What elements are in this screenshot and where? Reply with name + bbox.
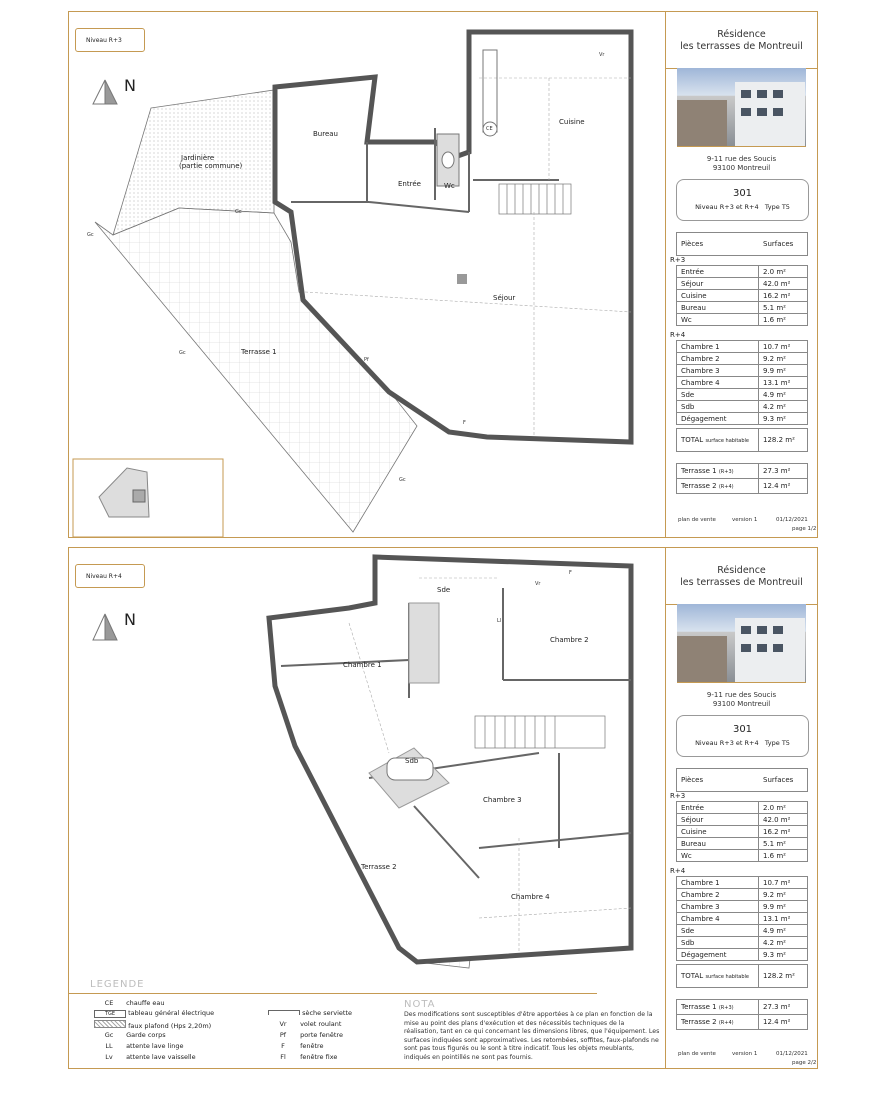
north-arrow-icon (93, 80, 117, 104)
residence-line2: les terrasses de Montreuil (680, 577, 803, 588)
col-room: Pièces (677, 233, 760, 256)
legend-item: fenêtre (300, 1042, 324, 1050)
legend-item: fenêtre fixe (300, 1053, 338, 1061)
table-row: Chambre 1 10.7 m² (677, 341, 808, 353)
table-row: Entrée 2.0 m² (677, 266, 808, 278)
group-r4: R+4 (670, 331, 686, 339)
tag-gc: Gc (87, 232, 94, 238)
plan-drawing-r4 (69, 548, 666, 978)
building-photo (677, 604, 806, 683)
table-row: Séjour 42.0 m² (677, 814, 808, 826)
address-street: 9-11 rue des Soucis (706, 155, 777, 163)
tag-vr: Vr (535, 581, 541, 587)
table-row: Wc 1.6 m² (677, 314, 808, 326)
unit-box (676, 179, 809, 221)
total-sub: surface habitable (705, 974, 749, 980)
table-row: Cuisine 16.2 m² (677, 290, 808, 302)
cartouche-r4 (666, 548, 817, 1068)
legend-item: porte fenêtre (300, 1031, 343, 1039)
total-value: 128.2 m² (759, 965, 808, 988)
footer-version: version 1 (732, 517, 758, 523)
group-r4: R+4 (670, 867, 686, 875)
legend: LEGENDE CE chauffe eau TGE tableau général électrique faux plafond (Hps 2,20m) Gc Garde corps LL attente lave linge Lv attente lave vaisselle sèche serviette Vr volet roulant Pf porte fenêtre F fenêtre Fl fenêtre fixe NOTA Des modifications sont susceptibles d'être apportées à ce plan en fonction de la mise au point des plans d'exécution et des nécessités techniques de la réalisation, tant en ce qui concernant les dimensions libres, que l'équipement. Les surfaces indiquées sont approximatives. Les retombées, soffites, faux-plafonds ne sont pas tous figurés ou le sont à titre indicatif. Tous les objets meublants, indiqués en pointillés ne sont pas fournis. (68, 979, 597, 1069)
room-wc: Wc (444, 182, 455, 190)
group-r3: R+3 (670, 792, 686, 800)
total-label: TOTAL (681, 436, 704, 444)
unit-type: Type T5 (764, 739, 790, 747)
table-row: Terrasse 2 (R+4) 12.4 m² (677, 479, 808, 494)
table-row: Terrasse 2 (R+4) 12.4 m² (677, 1015, 808, 1030)
table-row: Sdb 4.2 m² (677, 937, 808, 949)
tag-vr: Vr (599, 52, 605, 58)
table-row: Bureau 5.1 m² (677, 838, 808, 850)
room-chambre-1: Chambre 1 (343, 661, 382, 669)
table-row: Terrasse 1 (R+3) 27.3 m² (677, 464, 808, 479)
cartouche-r3 (666, 12, 817, 537)
nota-text: Des modifications sont susceptibles d'être apportées à ce plan en fonction de la mise au point des plans d'exécution et des nécessités techniques de la réalisation, tant en ce qui concernant les dimensions libres, que l'équipement. Les surfaces indiquées sont approximatives. Les retombées, soffites, faux-plafonds ne sont pas tous figurés ou le sont à titre indicatif. Tous les objets meublants, indiqués en pointillés ne sont pas fournis. (404, 1011, 660, 1061)
table-row: Chambre 3 9.9 m² (677, 901, 808, 913)
residence-line1: Résidence (717, 565, 766, 576)
tag-f: F (463, 420, 466, 426)
surface-table-r4 (676, 340, 808, 425)
room-bureau: Bureau (313, 130, 338, 138)
table-row: Wc 1.6 m² (677, 850, 808, 862)
table-row: Chambre 4 13.1 m² (677, 377, 808, 389)
level-tag: Niveau R+3 (75, 28, 145, 52)
footer-label: plan de vente (678, 517, 716, 523)
surface-table-r4 (676, 876, 808, 961)
room-jardiniere: Jardinière (181, 154, 215, 162)
table-row: Cuisine 16.2 m² (677, 826, 808, 838)
total-value: 128.2 m² (759, 429, 808, 452)
footer-page: page 1/2 (792, 526, 817, 532)
total-label: TOTAL (681, 972, 704, 980)
level-tag: Niveau R+4 (75, 564, 145, 588)
total-table (676, 428, 808, 452)
footer-date: 01/12/2021 (776, 517, 808, 523)
table-row: Chambre 3 9.9 m² (677, 365, 808, 377)
tag-ll: Ll (497, 618, 502, 624)
unit-levels: Niveau R+3 et R+4 (695, 203, 759, 211)
footer-label: plan de vente (678, 1051, 716, 1057)
legend-item: attente lave linge (126, 1042, 184, 1050)
room-terrasse-2: Terrasse 2 (361, 863, 397, 871)
room-jardiniere-sub: (partie commune) (179, 162, 243, 170)
table-row: Chambre 1 10.7 m² (677, 877, 808, 889)
table-row: Chambre 4 13.1 m² (677, 913, 808, 925)
surface-table-r3 (676, 801, 808, 862)
unit-box (676, 715, 809, 757)
floor-plan-r3 (69, 12, 666, 537)
table-row: Sde 4.9 m² (677, 389, 808, 401)
legend-item: sèche serviette (302, 1009, 353, 1017)
residence-line1: Résidence (717, 29, 766, 40)
terrace-table (676, 463, 808, 494)
group-r3: R+3 (670, 256, 686, 264)
room-entree: Entrée (398, 180, 421, 188)
tag-gc: Gc (399, 477, 406, 483)
surface-header-table (676, 232, 808, 256)
unit-number: 301 (732, 188, 753, 199)
col-surface: Surfaces (759, 233, 808, 256)
north-arrow-icon (93, 614, 117, 640)
room-sejour: Séjour (493, 294, 516, 302)
north-label: N (124, 610, 136, 629)
room-chambre-2: Chambre 2 (550, 636, 589, 644)
table-row: Chambre 2 9.2 m² (677, 889, 808, 901)
table-row: Entrée 2.0 m² (677, 802, 808, 814)
unit-number: 301 (732, 724, 753, 735)
room-chambre-3: Chambre 3 (483, 796, 522, 804)
tag-ce: CE (486, 126, 493, 132)
legend-item: Garde corps (126, 1031, 166, 1039)
tag-f: F (569, 570, 572, 576)
tag-gc: Gc (235, 209, 242, 215)
nota-title: NOTA (404, 999, 436, 1010)
residence-line2: les terrasses de Montreuil (680, 41, 803, 52)
footer-date: 01/12/2021 (776, 1051, 808, 1057)
address (666, 155, 817, 173)
address-city: 93100 Montreuil (712, 700, 771, 708)
address-street: 9-11 rue des Soucis (706, 691, 777, 699)
unit-levels: Niveau R+3 et R+4 (695, 739, 759, 747)
unit-type: Type T5 (764, 203, 790, 211)
address-city: 93100 Montreuil (712, 164, 771, 172)
tag-gc: Gc (179, 350, 186, 356)
room-sde: Sde (437, 586, 451, 594)
table-row: Sde 4.9 m² (677, 925, 808, 937)
table-row: Terrasse 1 (R+3) 27.3 m² (677, 1000, 808, 1015)
address (666, 691, 817, 709)
surface-table-r3 (676, 265, 808, 326)
surface-header-table (676, 768, 808, 792)
col-surface: Surfaces (759, 769, 808, 792)
legend-item: tableau général électrique (128, 1009, 215, 1017)
tag-pf: Pf (364, 357, 369, 363)
building-photo (677, 68, 806, 147)
room-chambre-4: Chambre 4 (511, 893, 550, 901)
table-row: Dégagement 9.3 m² (677, 949, 808, 961)
legend-item: chauffe eau (126, 999, 165, 1007)
room-sdb: Sdb (405, 757, 419, 765)
table-row: Dégagement 9.3 m² (677, 413, 808, 425)
table-row: Séjour 42.0 m² (677, 278, 808, 290)
total-table (676, 964, 808, 988)
legend-item: faux plafond (Hps 2,20m) (128, 1022, 212, 1030)
terrace-table (676, 999, 808, 1030)
table-row: Sdb 4.2 m² (677, 401, 808, 413)
footer-page: page 2/2 (792, 1060, 817, 1066)
total-sub: surface habitable (705, 438, 749, 444)
col-room: Pièces (677, 769, 760, 792)
legend-title: LEGENDE (90, 979, 145, 990)
room-terrasse-1: Terrasse 1 (241, 348, 277, 356)
legend-item: attente lave vaisselle (126, 1053, 196, 1061)
plan-drawing-r3 (69, 12, 666, 537)
residence-header (666, 12, 817, 69)
room-cuisine: Cuisine (559, 118, 585, 126)
sheet-r3 (68, 11, 818, 538)
footer-version: version 1 (732, 1051, 758, 1057)
table-row: Chambre 2 9.2 m² (677, 353, 808, 365)
residence-header (666, 548, 817, 605)
legend-item: volet roulant (300, 1020, 342, 1028)
north-label: N (124, 76, 136, 95)
table-row: Bureau 5.1 m² (677, 302, 808, 314)
